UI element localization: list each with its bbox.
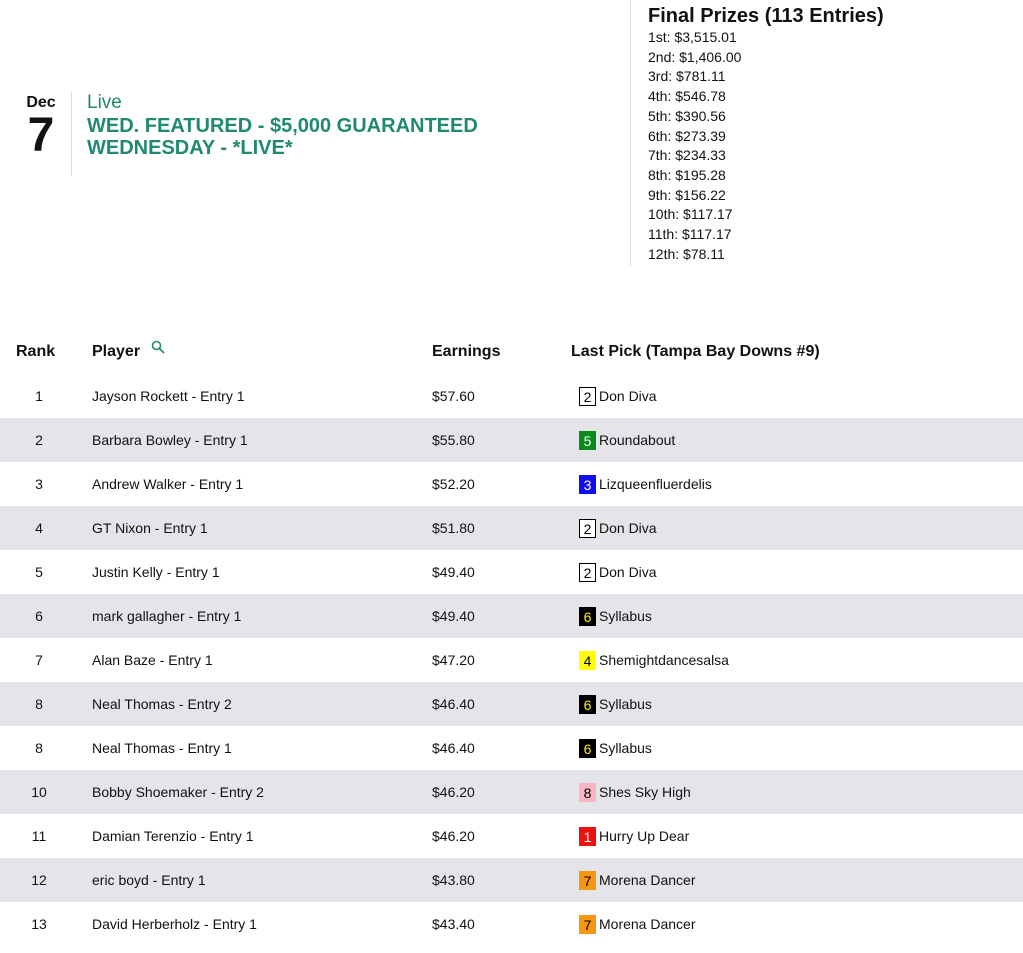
player-cell[interactable]: eric boyd - Entry 1 bbox=[92, 872, 206, 888]
prizes-title: Final Prizes (113 Entries) bbox=[648, 5, 884, 27]
prize-item: 4th: $546.78 bbox=[648, 88, 726, 105]
prize-item: 11th: $117.17 bbox=[648, 226, 732, 243]
earnings-cell: $52.20 bbox=[432, 476, 475, 492]
rank-value: 11 bbox=[31, 828, 47, 844]
rank-value: 13 bbox=[31, 916, 47, 932]
last-pick-cell bbox=[567, 374, 1023, 418]
table-row[interactable] bbox=[0, 418, 1023, 462]
player-header-label: Player bbox=[92, 343, 141, 360]
saddle-cloth-badge: 8 bbox=[579, 783, 596, 802]
rank-value: 5 bbox=[35, 564, 43, 580]
table-row[interactable] bbox=[0, 726, 1023, 770]
search-icon[interactable] bbox=[151, 340, 165, 359]
earnings-cell: $51.80 bbox=[432, 520, 475, 536]
horse-name: Don Diva bbox=[599, 520, 657, 536]
horse-name: Syllabus bbox=[599, 696, 652, 712]
saddle-cloth-badge: 7 bbox=[579, 871, 596, 890]
rank-cell bbox=[0, 550, 92, 594]
rank-value: 3 bbox=[35, 476, 43, 492]
pick bbox=[567, 519, 657, 538]
rank-value: 10 bbox=[31, 784, 47, 800]
table-row[interactable] bbox=[0, 550, 1023, 594]
last-pick-cell bbox=[567, 638, 1023, 682]
horse-name: Hurry Up Dear bbox=[599, 828, 690, 844]
last-pick-cell bbox=[567, 550, 1023, 594]
player-cell[interactable]: GT Nixon - Entry 1 bbox=[92, 520, 208, 536]
player-cell[interactable]: Jayson Rockett - Entry 1 bbox=[92, 388, 245, 404]
player-cell[interactable]: Bobby Shoemaker - Entry 2 bbox=[92, 784, 264, 800]
earnings-cell: $46.20 bbox=[432, 784, 475, 800]
last-pick-cell bbox=[567, 858, 1023, 902]
final-prizes-panel bbox=[648, 4, 1018, 264]
pick bbox=[567, 607, 652, 626]
prize-item: 10th: $117.17 bbox=[648, 206, 733, 223]
rank-header: Rank bbox=[16, 343, 56, 360]
rank-cell bbox=[0, 726, 92, 770]
horse-name: Shes Sky High bbox=[599, 784, 691, 800]
last-pick-header-label: Last Pick (Tampa Bay Downs #9) bbox=[571, 343, 820, 360]
date-month: Dec bbox=[26, 94, 56, 111]
saddle-cloth-badge: 5 bbox=[579, 431, 596, 450]
rank-cell bbox=[0, 902, 92, 946]
horse-name: Don Diva bbox=[599, 388, 657, 404]
saddle-cloth-badge: 6 bbox=[579, 739, 596, 758]
earnings-cell: $57.60 bbox=[432, 388, 475, 404]
player-cell[interactable]: David Herberholz - Entry 1 bbox=[92, 916, 257, 932]
rank-cell bbox=[0, 638, 92, 682]
horse-name: Morena Dancer bbox=[599, 872, 696, 888]
horse-name: Syllabus bbox=[599, 740, 652, 756]
pick bbox=[567, 475, 712, 494]
contest-status: Live bbox=[87, 92, 122, 113]
prize-list bbox=[648, 28, 1018, 264]
standings-table bbox=[0, 330, 1023, 946]
saddle-cloth-badge: 4 bbox=[579, 651, 596, 670]
rank-value: 8 bbox=[35, 740, 43, 756]
rank-cell bbox=[0, 858, 92, 902]
earnings-cell: $47.20 bbox=[432, 652, 475, 668]
saddle-cloth-badge: 2 bbox=[579, 387, 596, 406]
player-cell[interactable]: Damian Terenzio - Entry 1 bbox=[92, 828, 254, 844]
contest-title-line1: WED. FEATURED - $5,000 GUARANTEED bbox=[87, 115, 478, 137]
saddle-cloth-badge: 2 bbox=[579, 563, 596, 582]
horse-name: Morena Dancer bbox=[599, 916, 696, 932]
last-pick-cell bbox=[567, 418, 1023, 462]
earnings-cell: $46.20 bbox=[432, 828, 475, 844]
saddle-cloth-badge: 6 bbox=[579, 695, 596, 714]
earnings-cell: $49.40 bbox=[432, 564, 475, 580]
player-cell[interactable]: Neal Thomas - Entry 2 bbox=[92, 696, 232, 712]
rank-cell bbox=[0, 418, 92, 462]
rank-value: 1 bbox=[35, 388, 43, 404]
player-cell[interactable]: Justin Kelly - Entry 1 bbox=[92, 564, 220, 580]
last-pick-cell bbox=[567, 770, 1023, 814]
prize-item: 5th: $390.56 bbox=[648, 107, 726, 124]
player-cell[interactable]: Andrew Walker - Entry 1 bbox=[92, 476, 244, 492]
rank-value: 7 bbox=[35, 652, 43, 668]
prize-item: 3rd: $781.11 bbox=[648, 68, 726, 85]
table-row[interactable] bbox=[0, 770, 1023, 814]
rank-cell bbox=[0, 594, 92, 638]
rank-cell bbox=[0, 462, 92, 506]
last-pick-cell bbox=[567, 814, 1023, 858]
pick bbox=[567, 739, 652, 758]
horse-name: Roundabout bbox=[599, 432, 676, 448]
prize-item: 1st: $3,515.01 bbox=[648, 29, 737, 45]
table-row[interactable] bbox=[0, 902, 1023, 946]
last-pick-header bbox=[567, 330, 1023, 374]
pick bbox=[567, 695, 652, 714]
last-pick-cell bbox=[567, 462, 1023, 506]
rank-value: 2 bbox=[35, 432, 43, 448]
prize-item: 8th: $195.28 bbox=[648, 166, 726, 183]
pick bbox=[567, 783, 691, 802]
saddle-cloth-badge: 1 bbox=[579, 827, 596, 846]
pick bbox=[567, 827, 689, 846]
table-row[interactable] bbox=[0, 682, 1023, 726]
player-cell[interactable]: mark gallagher - Entry 1 bbox=[92, 608, 242, 624]
contest-date bbox=[16, 94, 66, 160]
player-cell[interactable]: Barbara Bowley - Entry 1 bbox=[92, 432, 248, 448]
earnings-cell: $46.40 bbox=[432, 696, 475, 712]
rank-value: 4 bbox=[35, 520, 43, 536]
standings-header-row bbox=[0, 330, 1023, 374]
pick bbox=[567, 651, 729, 670]
standings-body bbox=[0, 374, 1023, 946]
rank-value: 8 bbox=[35, 696, 43, 712]
rank-cell bbox=[0, 814, 92, 858]
table-row[interactable] bbox=[0, 462, 1023, 506]
table-row[interactable] bbox=[0, 814, 1023, 858]
prize-item: 7th: $234.33 bbox=[648, 147, 726, 164]
rank-value: 6 bbox=[35, 608, 43, 624]
rank-cell bbox=[0, 506, 92, 550]
table-row[interactable] bbox=[0, 858, 1023, 902]
horse-name: Syllabus bbox=[599, 608, 652, 624]
contest-title bbox=[87, 115, 607, 159]
earnings-cell: $49.40 bbox=[432, 608, 475, 624]
rank-value: 12 bbox=[31, 872, 47, 888]
pick bbox=[567, 915, 696, 934]
saddle-cloth-badge: 6 bbox=[579, 607, 596, 626]
contest-title-line2: WEDNESDAY - *LIVE* bbox=[87, 137, 293, 159]
table-row[interactable] bbox=[0, 638, 1023, 682]
horse-name: Lizqueenfluerdelis bbox=[599, 476, 712, 492]
prizes-divider bbox=[630, 0, 631, 266]
pick bbox=[567, 563, 657, 582]
last-pick-cell bbox=[567, 682, 1023, 726]
last-pick-cell bbox=[567, 902, 1023, 946]
prize-item: 9th: $156.22 bbox=[648, 186, 726, 203]
horse-name: Don Diva bbox=[599, 564, 657, 580]
table-row[interactable] bbox=[0, 594, 1023, 638]
date-day: 7 bbox=[27, 109, 55, 162]
rank-cell bbox=[0, 682, 92, 726]
pick bbox=[567, 871, 696, 890]
earnings-cell: $43.40 bbox=[432, 916, 475, 932]
player-cell[interactable]: Neal Thomas - Entry 1 bbox=[92, 740, 232, 756]
saddle-cloth-badge: 3 bbox=[579, 475, 596, 494]
saddle-cloth-badge: 2 bbox=[579, 519, 596, 538]
prize-item: 2nd: $1,406.00 bbox=[648, 48, 742, 65]
prize-item: 6th: $273.39 bbox=[648, 127, 726, 144]
earnings-cell: $43.80 bbox=[432, 872, 475, 888]
contest-info bbox=[87, 92, 607, 159]
last-pick-cell bbox=[567, 594, 1023, 638]
player-cell[interactable]: Alan Baze - Entry 1 bbox=[92, 652, 213, 668]
earnings-cell: $46.40 bbox=[432, 740, 475, 756]
horse-name: Shemightdancesalsa bbox=[599, 652, 729, 668]
player-header bbox=[92, 330, 432, 374]
last-pick-cell bbox=[567, 726, 1023, 770]
header-divider bbox=[71, 92, 72, 176]
prize-item: 12th: $78.11 bbox=[648, 245, 725, 262]
last-pick-cell bbox=[567, 506, 1023, 550]
saddle-cloth-badge: 7 bbox=[579, 915, 596, 934]
table-row[interactable] bbox=[0, 374, 1023, 418]
rank-cell bbox=[0, 770, 92, 814]
earnings-header: Earnings bbox=[432, 343, 501, 360]
table-row[interactable] bbox=[0, 506, 1023, 550]
pick bbox=[567, 431, 675, 450]
rank-cell bbox=[0, 374, 92, 418]
pick bbox=[567, 387, 657, 406]
earnings-cell: $55.80 bbox=[432, 432, 475, 448]
